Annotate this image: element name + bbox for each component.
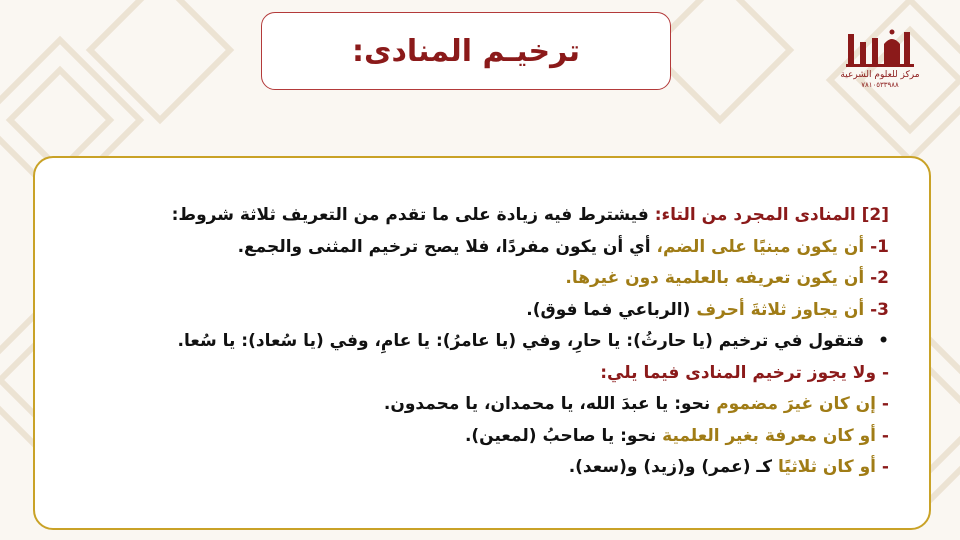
line-6 (69, 358, 889, 390)
line-2-num: 1- (864, 236, 889, 257)
logo-emblem-icon (840, 28, 920, 68)
line-8-dash: - (876, 425, 889, 446)
line-3-highlight: أن يكون تعريفه بالعلمية دون غيرها. (565, 268, 865, 288)
logo-subtitle: مركز للعلوم الشرعية (840, 70, 920, 80)
line-9 (69, 452, 889, 484)
line-3 (69, 263, 889, 295)
line-8 (69, 421, 889, 453)
line-4-text: (الرباعي فما فوق). (526, 299, 697, 320)
line-8-highlight: أو كان معرفة بغير العلمية (662, 425, 877, 446)
line-5-text: فتقول في ترخيم (يا حارثُ): يا حارِ، وفي (يا عامرُ): يا عامِ، وفي (يا سُعاد): يا سُعا. (177, 331, 865, 351)
line-4-num: 3- (864, 299, 889, 320)
line-1-heading: [2] المنادى المجرد من التاء: (654, 205, 889, 225)
line-2 (69, 232, 889, 264)
line-3-num: 2- (864, 268, 889, 288)
line-7 (69, 389, 889, 421)
content-lines (69, 200, 889, 484)
line-6-heading: - ولا يجوز ترخيم المنادى فيما يلي: (600, 362, 889, 383)
bullet-icon: • (878, 331, 889, 351)
content-box (33, 156, 931, 530)
page-title: ترخيـم المنادى: (351, 33, 581, 69)
line-1 (69, 200, 889, 232)
line-7-dash: - (876, 394, 889, 414)
line-5 (69, 326, 889, 358)
line-9-dash: - (876, 457, 889, 477)
line-7-highlight: إن كان غيرَ مضموم (716, 394, 877, 414)
line-4-highlight: أن يجاوز ثلاثةَ أحرف (696, 299, 865, 320)
logo-phone: ٧٨١٠٥٣٣٩٨٨ (861, 81, 899, 89)
line-9-text: كـ (عمر) و(زيد) و(سعد). (568, 457, 778, 477)
line-2-text: أي أن يكون مفردًا، فلا يصح ترخيم المثنى والجمع. (237, 236, 657, 257)
logo (838, 28, 922, 94)
title-box (261, 12, 671, 90)
line-4 (69, 295, 889, 327)
line-9-highlight: أو كان ثلاثيًا (778, 457, 877, 477)
line-7-text: نحو: يا عبدَ الله، يا محمدان، يا محمدون. (383, 394, 717, 414)
line-2-highlight: أن يكون مبنيًا على الضم، (656, 236, 865, 257)
line-8-text: نحو: يا صاحبُ (لمعين). (464, 425, 663, 446)
line-1-text: فيشترط فيه زيادة على ما تقدم من التعريف ثلاثة شروط: (171, 205, 655, 225)
